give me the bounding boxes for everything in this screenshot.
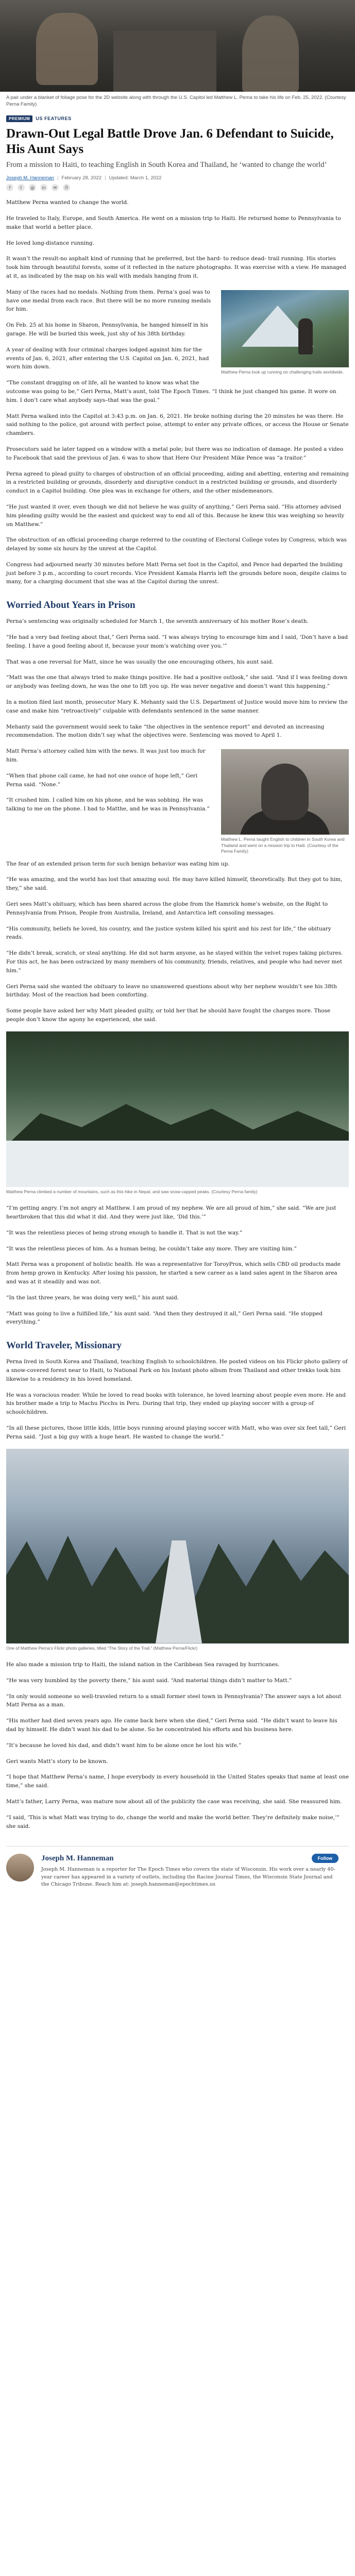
paragraph: “Matt was going to live a fulfilled life,” his aunt said. “And then they destroyed it all,” Geri Perna said. “He stopped everything.” — [6, 1310, 323, 1326]
publish-date: February 28, 2022 — [61, 175, 102, 181]
paragraph: “He had a very bad feeling about that,” Geri Perna said. “I was always trying to encourage him and I said, ‘Don’t have a bad feeling. I have a good feeling about it, because your mom’s watching over you.’” — [6, 634, 348, 649]
paragraph: “It crushed him. I called him on his phone, and he was sobbing. He was talking to me on the phone. I had to Matthe, and he was in Pennsylvania.” — [6, 797, 210, 812]
mention-icon[interactable]: @ — [29, 184, 36, 191]
twitter-icon[interactable]: t — [18, 184, 25, 191]
author-link[interactable]: Joseph M. Hanneman — [6, 175, 54, 181]
paragraph: “It was the relentless pieces of being strong enough to handle it. That is not the way.” — [6, 1229, 243, 1236]
paragraph: He loved long-distance running. — [6, 240, 94, 246]
hero-image — [0, 0, 355, 92]
forest-caption: One of Matthew Perna’s Flickr photo galleries, titled “The Story of the Trail.” (Matthew Perna/Flickr) — [6, 1645, 198, 1651]
author-name[interactable]: Joseph M. Hanneman — [41, 1854, 114, 1862]
paragraph: Perna lived in South Korea and Thailand, teaching English to schoolchildren. He posted videos on his Flickr photo gallery of a snow-covered forest near to Haiti, to National Park on his Instant photo album from Thailand and other trekks took him likewise to a residency in his loved homeland. — [6, 1359, 348, 1382]
portrait-photo — [221, 749, 349, 835]
kicker-row — [6, 115, 349, 122]
email-icon[interactable]: ✉ — [52, 184, 59, 191]
paragraph: Matt Perna walked into the Capitol at 3:43 p.m. on Jan. 6, 2021. He broke nothing during the 20 minutes he was there. He said nothing to the police, got around with perfect poise, attempt to enter any private offices, or access the House or Senate chambers. — [6, 413, 349, 437]
linkedin-icon[interactable]: in — [40, 184, 47, 191]
paragraph: “When that phone call came, he had not one ounce of hope left,” Geri Perna said. “None.” — [6, 772, 198, 788]
paragraph: Mehanty said the government would seek to take “the objectives in the sentence report” and devoted an increasing recommendation. The motion didn’t say what the objectives were. Sentencing was moved to April 1. — [6, 723, 325, 739]
facebook-icon[interactable]: f — [6, 184, 13, 191]
mountain-caption: Matthew Perna climbed a number of mountains, such as this hike in Nepal, and saw snow-capped peaks. (Courtesy Perna family) — [6, 1189, 258, 1194]
paragraph: Matthew Perna wanted to change the world. — [6, 199, 129, 206]
paragraph: “I said, ‘This is what Matt was trying to do, change the world and make the world better. They’re definitely make noise,’” she said. — [6, 1814, 340, 1829]
paragraph: Matt’s father, Larry Perna, was mature now about all of the publicity the case was receiving, she said. She reassured him. — [6, 1799, 342, 1805]
author-bio: Joseph M. Hanneman is a reporter for The Epoch Times who covers the state of Wisconsin. His work over a nearly 40-year career has appeared in a variety of outlets, including the Racine Journal Times, the Wisconsin State Journal and the Chicago Tribune. Reach him at: joseph.hanneman@epochtimes.us — [41, 1867, 335, 1887]
paragraph: He also made a mission trip to Haiti, the island nation in the Caribbean Sea ravaged by hurricanes. — [6, 1662, 280, 1668]
share-row — [6, 184, 349, 191]
section-heading: World Traveler, Missionary — [6, 1340, 122, 1351]
author-box — [6, 1846, 349, 1888]
subheadline: From a mission to Haiti, to teaching English in South Korea and Thailand, he ‘wanted to change the world’ — [6, 160, 327, 169]
paragraph: On Feb. 25 at his home in Sharon, Pennsylvania, he hanged himself in his garage. He will be buried this week, just shy of his 38th birthday. — [6, 322, 209, 337]
paragraph: “In all these pictures, those little kids, little boys running around playing soccer with Matt, who was over six feet tall,” Geri Perna said. “Just a big guy with a huge heart. He wanted to change the world.” — [6, 1425, 346, 1440]
print-icon[interactable]: ⎙ — [63, 184, 70, 191]
follow-button[interactable]: Follow — [312, 1854, 339, 1863]
avatar[interactable] — [6, 1854, 34, 1882]
updated-date: Updated: March 1, 2022 — [109, 175, 162, 181]
paragraph: Geri wants Matt’s story to be known. — [6, 1758, 108, 1765]
paragraph: Some people have asked her why Matt pleaded guilty, or told her that he should have fought the charges more. Those people don’t know the agony he experienced, she said. — [6, 1008, 331, 1023]
paragraph: “He was very humbled by the poverty there,” his aunt said. “And material things didn’t matter to Matt.” — [6, 1677, 292, 1684]
mountain-photo — [6, 1031, 349, 1187]
author-info — [41, 1854, 349, 1888]
paragraph: “I’m getting angry. I’m not angry at Matthew. I am proud of my nephew. We are all proud of him,” she said. “We are just heartbroken that this did what it did. And they were just like, ‘Did this.’” — [6, 1205, 336, 1221]
paragraph: Matt Perna was a proponent of holistic health. He was a representative for ToroyProx, which sells CBD oil products made from hemp grown in Kentucky. After losing his passion, he started a new career as a land sales agent in the Sharon area and was at it steadily and was not. — [6, 1261, 341, 1285]
paragraph: “In only would someone so well-traveled return to a small former steel town in Pennsylvania? The answer says a lot about Matt Perna as a man. — [6, 1693, 342, 1708]
paragraph: Geri sees Matt’s obituary, which has been shared across the globe from the Hamrick home’s website, on the Right to Pennsylvania from Prison, People from Australia, Ireland, and Antarctica left consoling messages. — [6, 901, 328, 916]
paragraph: He was a voracious reader. While he loved to read books with tolerance, he loved learning about people even more. He and his brother made a trip to Machu Picchu in Peru. During that trip, they ended up playing soccer with a group of schoolchildren. — [6, 1392, 346, 1416]
portrait-caption: Matthew L. Perna taught English to children in South Korea and Thailand and went on a mission trip to Haiti. (Courtesy of the Perna Family) — [221, 837, 345, 854]
paragraph: A year of dealing with four criminal charges lodged against him for the events of Jan. 6, 2021, after entering the U.S. Capitol on Jan. 6, 2021, had worn him down. — [6, 346, 209, 370]
byline: Joseph M. Hanneman | February 28, 2022 | Updated: March 1, 2022 — [6, 175, 162, 181]
paragraph: “His community, beliefs he loved, his country, and the justice system killed his spirit and his zest for life,” the obituary reads. — [6, 925, 331, 941]
hero-caption: A pair under a blanket of foliage pose for the 2D website along with through the U.S. Capitol led Matthew L. Perna to take his life on Feb. 25, 2022. (Courtesy Perna Family) — [6, 95, 346, 107]
paragraph: “He was amazing, and the world has lost that amazing soul. He may have killed himself, theoretically. But they got to him, they,” she said. — [6, 876, 343, 892]
paragraph: Perna agreed to plead guilty to charges of obstruction of an official proceeding, aiding and abetting, entering and remaining in a restricted building or grounds, disorderly and disruptive conduct in a restricted building or grounds, and disorderly conduct in a Capitol building. One plea was in exchange for others, and the other misdemeanors. — [6, 470, 349, 495]
trail-photo — [221, 290, 349, 367]
trail-caption: Matthew Perna took up running on challenging trails worldwide. — [221, 369, 344, 375]
paragraph: “I hope that Matthew Perna’s name, I hope everybody in every household in the United States speaks that name at least one time,” she said. — [6, 1774, 349, 1789]
paragraph: In a motion filed last month, prosecutor Mary K. Mehanty said the U.S. Department of Justice would move him to review the case and make him “retroactively” culpable with defendants sentenced in the same manner. — [6, 699, 348, 714]
paragraph: “He didn’t break, scratch, or steal anything. He did not harm anyone, as he stayed within the velvet ropes taking pictures. For this act, he has been ostracized by many members of his community, friends, relatives, and people who had never met him.” — [6, 950, 343, 974]
paragraph: The fear of an extended prison term for such benign behavior was eating him up. — [6, 860, 230, 867]
article-content — [0, 115, 355, 1889]
paragraph: “Matt was the one that always tried to make things positive. He had a positive outlook,” she said. “And if I was feeling down or anybody was feeling down, he was the one to lift you up. He was never negative and doesn’t want this happening.” — [6, 674, 348, 690]
portrait-figure — [221, 749, 349, 854]
paragraph: “His mother had died seven years ago. He came back here when she died,” Geri Perna said. “He didn’t want to leave his dad by himself. He didn’t want his dad to be alone. So he concentrated his efforts and his business here. — [6, 1718, 337, 1733]
paragraph: Geri Perna said she wanted the obituary to leave no unanswered questions about why her nephew wouldn’t see his 38th birthday. Most of the reaction had been comforting. — [6, 983, 337, 998]
paragraph: That was a one reversal for Matt, since he was usually the one encouraging others, his aunt said. — [6, 658, 274, 665]
paragraph: Prosecutors said he later tapped on a window with a metal pole; but there was no indication of damage. He posted a video to Facebook that said the previous of Jan. 6 was to show that Here Our President Mike Pence was “a traitor.” — [6, 446, 344, 461]
paragraph: The obstruction of an official proceeding charge referred to the counting of Electoral College votes by Congress, which was delayed by some six hours by the unrest at the Capitol. — [6, 537, 347, 552]
paragraph: Congress had adjourned nearly 30 minutes before Matt Perna set foot in the Capitol, and Pence had departed the building just before 3 p.m., according to court records. Vice President Kamala Harris left the grounds before noon, despite claims to many, for a charging document that she was at the Capitol during the unrest. — [6, 561, 347, 585]
trail-figure — [221, 290, 349, 375]
paragraph: “It was the relentless pieces of him. As a human being, he couldn’t take any more. They are visiting him.” — [6, 1245, 297, 1252]
section-heading: Worried About Years in Prison — [6, 600, 136, 611]
paragraph: “It’s because he loved his dad, and didn’t want him to be alone once he lost his wife.” — [6, 1742, 242, 1749]
paragraph: Matt Perna’s attorney called him with the news. It was just too much for him. — [6, 748, 206, 764]
paragraph: It wasn’t the result-no asphalt kind of running that he preferred, but the hard- to reduce dead- trail running. His stories took him through beautiful forests, some of it reflected in the nature photographs. It was exercise with a view. He managed at it, as indicated by the map on his wall with medals hanging from it. — [6, 256, 346, 279]
headline: Drawn-Out Legal Battle Drove Jan. 6 Defendant to Suicide, His Aunt Says — [6, 126, 334, 156]
premium-badge: PREMIUM — [6, 115, 32, 122]
paragraph: “In the last three years, he was doing very well,” his aunt said. — [6, 1294, 179, 1301]
paragraph: Many of the races had no medals. Nothing from them. Perna’s goal was to have one medal from each race. But there will be no more running medals for him. — [6, 289, 211, 313]
paragraph: Perna’s sentencing was originally scheduled for March 1, the seventh anniversary of his mother Rose’s death. — [6, 618, 309, 625]
paragraph: He traveled to Italy, Europe, and South America. He went on a mission trip to Haiti. He returned home to Pennsylvania to make that world a better place. — [6, 215, 341, 230]
section-kicker[interactable]: US FEATURES — [36, 116, 72, 122]
paragraph: “He just wanted it over, even though we did not believe he was guilty of anything,” Geri Perna said. “His attorney advised him pleading guilty would be the easiest and quickest way to end all of this. Because he knew this was weighing so heavily on Matthew.” — [6, 503, 345, 528]
paragraph: “The constant dragging on of life, all he wanted to know was what the outcome was going to be,” Geri Perna, Matt’s aunt, told The Epoch Times. “I think he just changed his game. It wore on him. I don’t care what anybody says–that was the goal.” — [6, 380, 336, 403]
forest-photo — [6, 1449, 349, 1643]
